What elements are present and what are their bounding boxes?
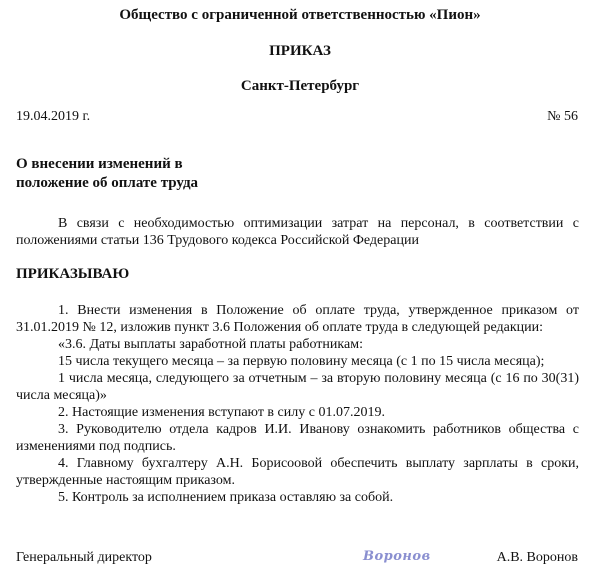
item-5: 5. Контроль за исполнением приказа оставляю за собой. — [58, 490, 394, 505]
document-type: ПРИКАЗ — [269, 43, 331, 59]
order-subject — [16, 155, 198, 193]
signer-position: Генеральный директор — [16, 550, 152, 565]
item-4: 4. Главному бухгалтеру А.Н. Борисоовой обеспечить выплату зарплаты в сроки, утвержденные настоящим приказом. — [16, 456, 579, 488]
item-3: 3. Руководителю отдела кадров И.И. Иванову ознакомить работников общества с изменениями под подпись. — [16, 422, 579, 454]
item-1: 1. Внести изменения в Положение об оплате труда, утвержденное приказом от 31.01.2019 № 12, изложив пункт 3.6 Положения об оплате труда в следующей редакции: — [16, 303, 579, 335]
city: Санкт-Петербург — [240, 78, 360, 94]
quote-line-2: 1 числа месяца, следующего за отчетным – за вторую половину месяца (с 16 по 30(31) числа месяца)» — [16, 371, 579, 403]
signer-name: А.В. Воронов — [496, 550, 578, 565]
order-date: 19.04.2019 г. — [16, 109, 91, 124]
organization-name: Общество с ограниченной ответственностью «Пион» — [119, 7, 481, 23]
handwritten-signature: Воронов — [363, 549, 431, 564]
preamble: В связи с необходимостью оптимизации затрат на персонал, в соответствии с положениями статьи 136 Трудового кодекса Российской Федерации — [16, 216, 579, 248]
order-word: ПРИКАЗЫВАЮ — [16, 266, 130, 282]
item-2: 2. Настоящие изменения вступают в силу с 01.07.2019. — [58, 405, 385, 420]
subject-line-1: О внесении изменений в — [16, 156, 183, 172]
quote-title: «3.6. Даты выплаты заработной платы работникам: — [58, 337, 363, 352]
subject-line-2: положение об оплате труда — [16, 175, 199, 191]
order-number: № 56 — [547, 109, 578, 124]
quote-line-1: 15 числа текущего месяца – за первую половину месяца (с 1 по 15 числа месяца); — [58, 354, 545, 369]
